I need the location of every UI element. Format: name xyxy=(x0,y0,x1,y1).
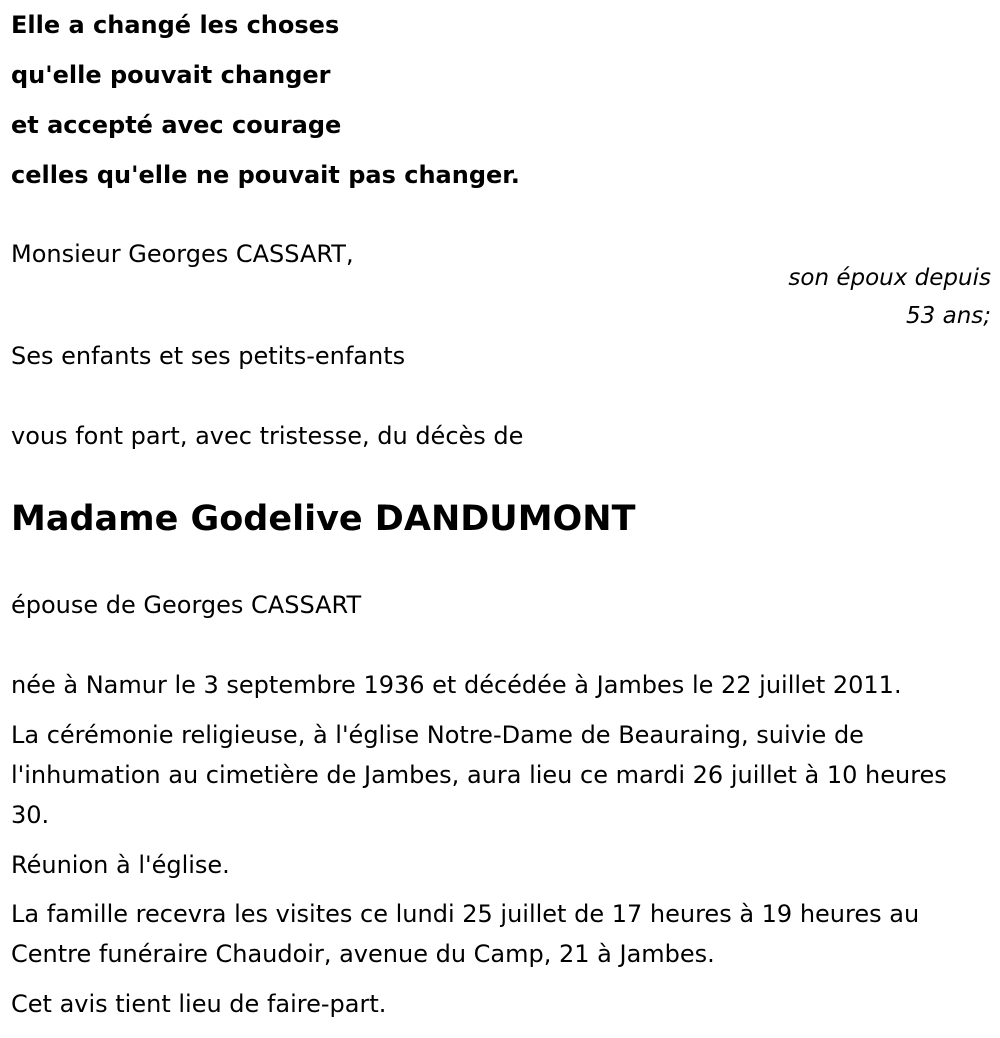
poem-line-2: qu'elle pouvait changer xyxy=(11,61,331,89)
birth-death-paragraph: née à Namur le 3 septembre 1936 et décédée à Jambes le 22 juillet 2011. xyxy=(11,671,902,699)
poem-line-3: et accepté avec courage xyxy=(11,111,342,139)
notice-paragraph: Cet avis tient lieu de faire-part. xyxy=(11,990,387,1018)
children-line: Ses enfants et ses petits-enfants xyxy=(11,342,406,370)
husband-line: Monsieur Georges CASSART, xyxy=(11,240,354,268)
announcement-line: vous font part, avec tristesse, du décès de xyxy=(11,422,524,450)
deceased-name: Madame Godelive DANDUMONT xyxy=(11,499,636,539)
husband-note-line-2: 53 ans; xyxy=(906,303,991,329)
poem-line-4: celles qu'elle ne pouvait pas changer. xyxy=(11,161,520,189)
visits-paragraph: La famille recevra les visites ce lundi 25 juillet de 17 heures à 19 heures au Centre funéraire Chaudoir, avenue du Camp, 21 à Jambes. xyxy=(11,900,920,968)
poem-line-1: Elle a changé les choses xyxy=(11,11,340,39)
ceremony-paragraph: La cérémonie religieuse, à l'église Notre-Dame de Beauraing, suivie de l'inhumation au cimetière de Jambes, aura lieu ce mardi 26 juillet à 10 heures 30. xyxy=(11,721,947,829)
meeting-paragraph: Réunion à l'église. xyxy=(11,851,230,879)
husband-note-line-1: son époux depuis xyxy=(788,265,991,291)
spouse-line: épouse de Georges CASSART xyxy=(11,591,362,619)
